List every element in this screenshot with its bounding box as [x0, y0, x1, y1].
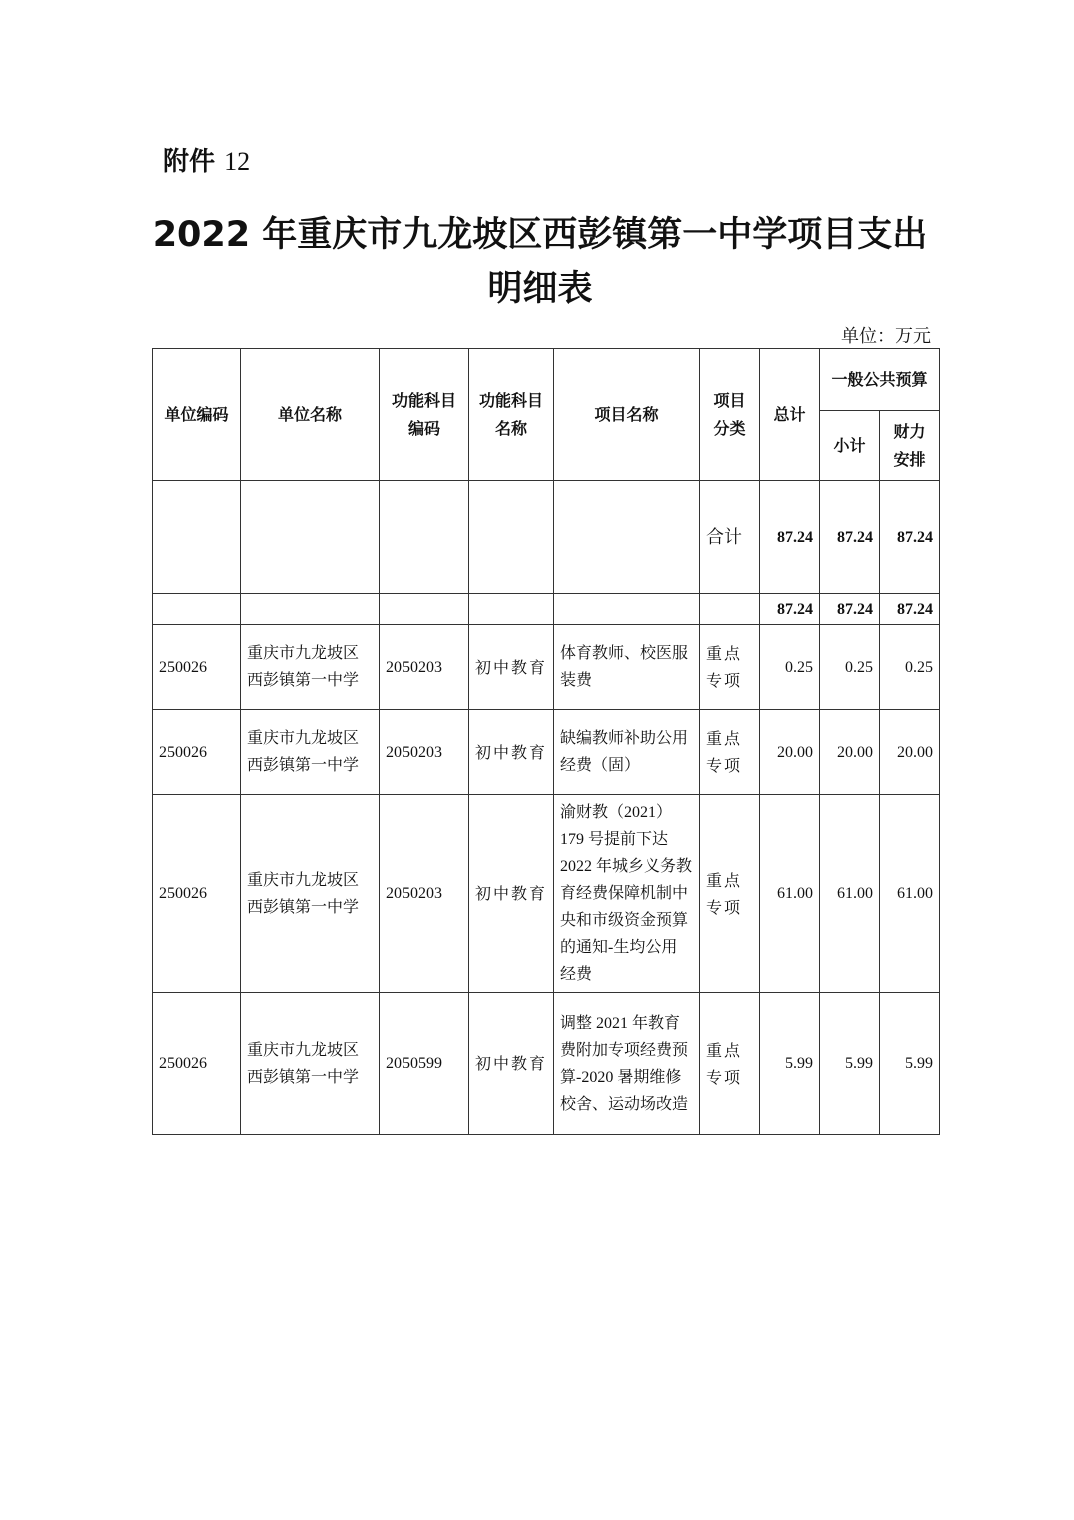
attachment-number: 12 — [224, 147, 251, 176]
func-name: 初中教育 — [469, 795, 554, 993]
subtotal: 5.99 — [820, 993, 880, 1135]
subtotal-row-fiscal: 87.24 — [880, 594, 940, 625]
project-type: 重点专项 — [700, 795, 760, 993]
summary-fiscal: 87.24 — [880, 481, 940, 594]
project-name: 调整 2021 年教育费附加专项经费预算-2020 暑期维修校舍、运动场改造 — [554, 993, 700, 1135]
fiscal: 0.25 — [880, 625, 940, 710]
unit-code: 250026 — [153, 625, 241, 710]
total: 5.99 — [760, 993, 820, 1135]
subtotal-row — [153, 594, 940, 625]
subtotal-row-total: 87.24 — [760, 594, 820, 625]
subtotal: 20.00 — [820, 710, 880, 795]
func-code: 2050203 — [380, 625, 469, 710]
unit-label: 单位：万元 — [841, 326, 931, 346]
table-row — [153, 993, 940, 1135]
subtotal-row-subtotal: 87.24 — [820, 594, 880, 625]
unit-code: 250026 — [153, 710, 241, 795]
header-unit-code: 单位编码 — [153, 349, 241, 481]
summary-subtotal: 87.24 — [820, 481, 880, 594]
unit-name: 重庆市九龙坡区西彭镇第一中学 — [241, 710, 380, 795]
attachment-prefix: 附件 — [163, 147, 216, 177]
header-project-name: 项目名称 — [554, 349, 700, 481]
project-type: 重点专项 — [700, 710, 760, 795]
project-name: 缺编教师补助公用经费（固） — [554, 710, 700, 795]
total: 0.25 — [760, 625, 820, 710]
summary-total: 87.24 — [760, 481, 820, 594]
func-code: 2050203 — [380, 795, 469, 993]
header-project-type: 项目分类 — [700, 349, 760, 481]
fiscal: 20.00 — [880, 710, 940, 795]
func-code: 2050599 — [380, 993, 469, 1135]
unit-code: 250026 — [153, 993, 241, 1135]
header-subtotal: 小计 — [820, 411, 880, 481]
summary-row — [153, 481, 940, 594]
document-title: 2022 年重庆市九龙坡区西彭镇第一中学项目支出明细表 — [152, 215, 928, 309]
project-type: 重点专项 — [700, 625, 760, 710]
func-name: 初中教育 — [469, 993, 554, 1135]
project-name: 渝财教（2021）179 号提前下达 2022 年城乡义务教育经费保障机制中央和市级资金预算的通知-生均公用经费 — [554, 795, 700, 993]
total: 61.00 — [760, 795, 820, 993]
project-type: 重点专项 — [700, 993, 760, 1135]
summary-label: 合计 — [700, 481, 760, 594]
func-name: 初中教育 — [469, 710, 554, 795]
header-total: 总计 — [760, 349, 820, 481]
project-expense-table — [152, 348, 940, 1135]
total: 20.00 — [760, 710, 820, 795]
subtotal: 0.25 — [820, 625, 880, 710]
unit-name: 重庆市九龙坡区西彭镇第一中学 — [241, 993, 380, 1135]
fiscal: 61.00 — [880, 795, 940, 993]
header-func-code: 功能科目编码 — [380, 349, 469, 481]
attachment-label — [163, 141, 250, 178]
unit-code: 250026 — [153, 795, 241, 993]
header-unit-name: 单位名称 — [241, 349, 380, 481]
header-fiscal: 财力安排 — [880, 411, 940, 481]
fiscal: 5.99 — [880, 993, 940, 1135]
func-code: 2050203 — [380, 710, 469, 795]
table-row — [153, 625, 940, 710]
table-row — [153, 795, 940, 993]
func-name: 初中教育 — [469, 625, 554, 710]
header-general-budget: 一般公共预算 — [820, 349, 940, 411]
subtotal: 61.00 — [820, 795, 880, 993]
table-row — [153, 710, 940, 795]
header-func-name: 功能科目名称 — [469, 349, 554, 481]
unit-name: 重庆市九龙坡区西彭镇第一中学 — [241, 795, 380, 993]
project-name: 体育教师、校医服装费 — [554, 625, 700, 710]
unit-name: 重庆市九龙坡区西彭镇第一中学 — [241, 625, 380, 710]
